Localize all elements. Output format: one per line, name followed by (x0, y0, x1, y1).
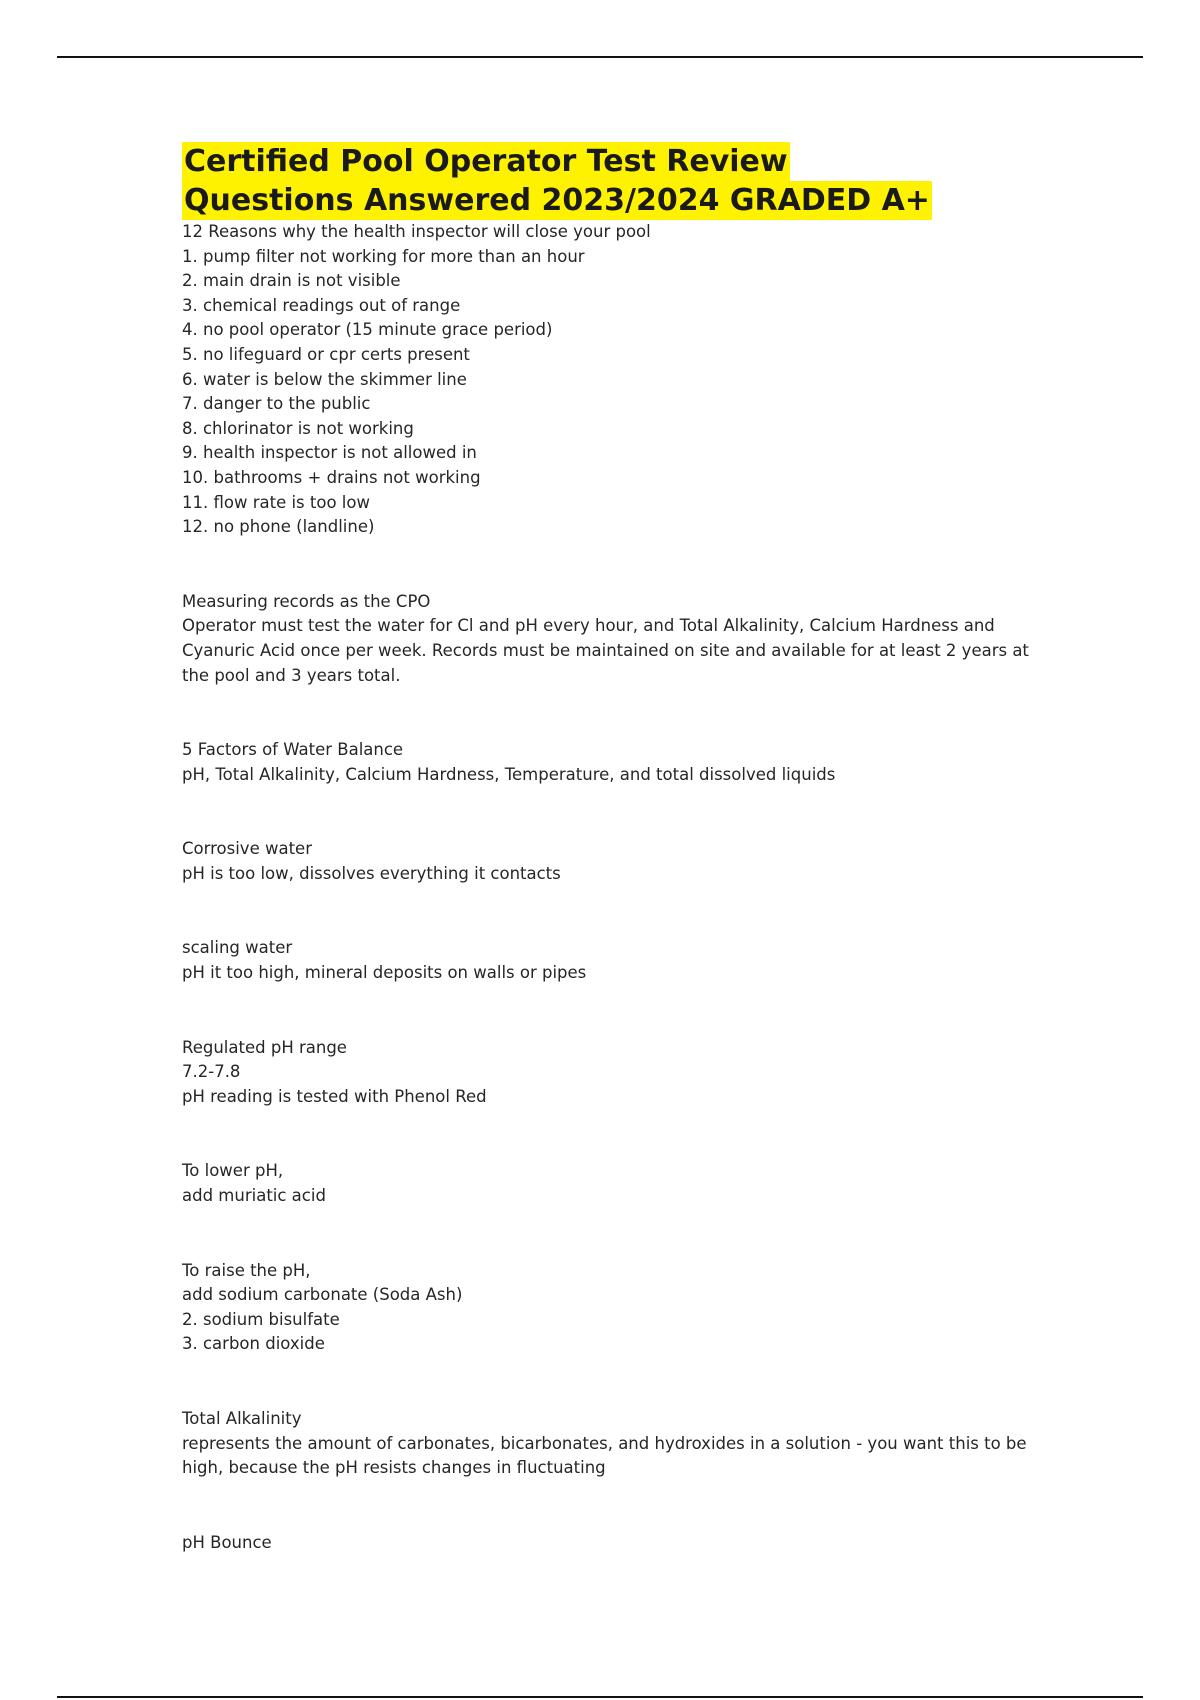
section-line: 5. no lifeguard or cpr certs present (182, 344, 470, 364)
section-line: 9. health inspector is not allowed in (182, 443, 477, 463)
qa-sections (182, 220, 1042, 1555)
section-line: represents the amount of carbonates, bicarbonates, and hydroxides in a solution - you want this to be high, because the pH resists changes in fluctuating (182, 1433, 1032, 1478)
header-rule (57, 56, 1143, 58)
qa-section (182, 1407, 1042, 1481)
section-line: 2. main drain is not visible (182, 271, 401, 291)
section-line: 10. bathrooms + drains not working (182, 467, 481, 487)
section-line: 12. no phone (landline) (182, 517, 375, 537)
section-line: pH reading is tested with Phenol Red (182, 1086, 487, 1106)
section-line: 2. sodium bisulfate (182, 1309, 340, 1329)
section-heading: Measuring records as the CPO (182, 591, 431, 611)
document-title (182, 142, 1042, 220)
section-line: 1. pump filter not working for more than an hour (182, 246, 585, 266)
title-line-1: Certified Pool Operator Test Review (184, 144, 788, 179)
section-line: 7.2-7.8 (182, 1062, 241, 1082)
qa-section (182, 1531, 1042, 1556)
section-line: pH it too high, mineral deposits on walls or pipes (182, 963, 587, 983)
qa-section (182, 1159, 1042, 1208)
qa-section (182, 590, 1042, 688)
qa-section (182, 738, 1042, 787)
section-line: 8. chlorinator is not working (182, 418, 414, 438)
section-heading: 5 Factors of Water Balance (182, 740, 404, 760)
section-line: 6. water is below the skimmer line (182, 369, 467, 389)
section-line: pH, Total Alkalinity, Calcium Hardness, Temperature, and total dissolved liquids (182, 764, 836, 784)
section-line: add sodium carbonate (Soda Ash) (182, 1285, 463, 1305)
section-heading: scaling water (182, 938, 293, 958)
section-heading: pH Bounce (182, 1532, 272, 1552)
qa-section (182, 837, 1042, 886)
document-body (182, 142, 1042, 1555)
section-heading: 12 Reasons why the health inspector will close your pool (182, 222, 651, 241)
section-line: add muriatic acid (182, 1186, 326, 1206)
section-line: pH is too low, dissolves everything it contacts (182, 863, 561, 883)
section-line: 11. flow rate is too low (182, 492, 370, 512)
section-heading: To lower pH, (182, 1161, 284, 1181)
section-line: 3. carbon dioxide (182, 1334, 325, 1354)
section-line: 7. danger to the public (182, 394, 371, 414)
section-line: 4. no pool operator (15 minute grace period) (182, 320, 553, 340)
section-line: Operator must test the water for Cl and pH every hour, and Total Alkalinity, Calcium Hardness and Cyanuric Acid once per week. Records must be maintained on site and available for at least 2 years at the pool and 3 years total. (182, 616, 1035, 685)
footer-rule (57, 1696, 1143, 1698)
qa-section (182, 936, 1042, 985)
title-line-2: Questions Answered 2023/2024 GRADED A+ (184, 183, 930, 218)
qa-section (182, 1259, 1042, 1357)
section-line: 3. chemical readings out of range (182, 295, 461, 315)
qa-section (182, 1036, 1042, 1110)
section-heading: Total Alkalinity (182, 1409, 302, 1428)
section-heading: Corrosive water (182, 839, 312, 859)
section-heading: Regulated pH range (182, 1037, 347, 1057)
section-heading: To raise the pH, (182, 1260, 311, 1280)
qa-section (182, 220, 1042, 540)
